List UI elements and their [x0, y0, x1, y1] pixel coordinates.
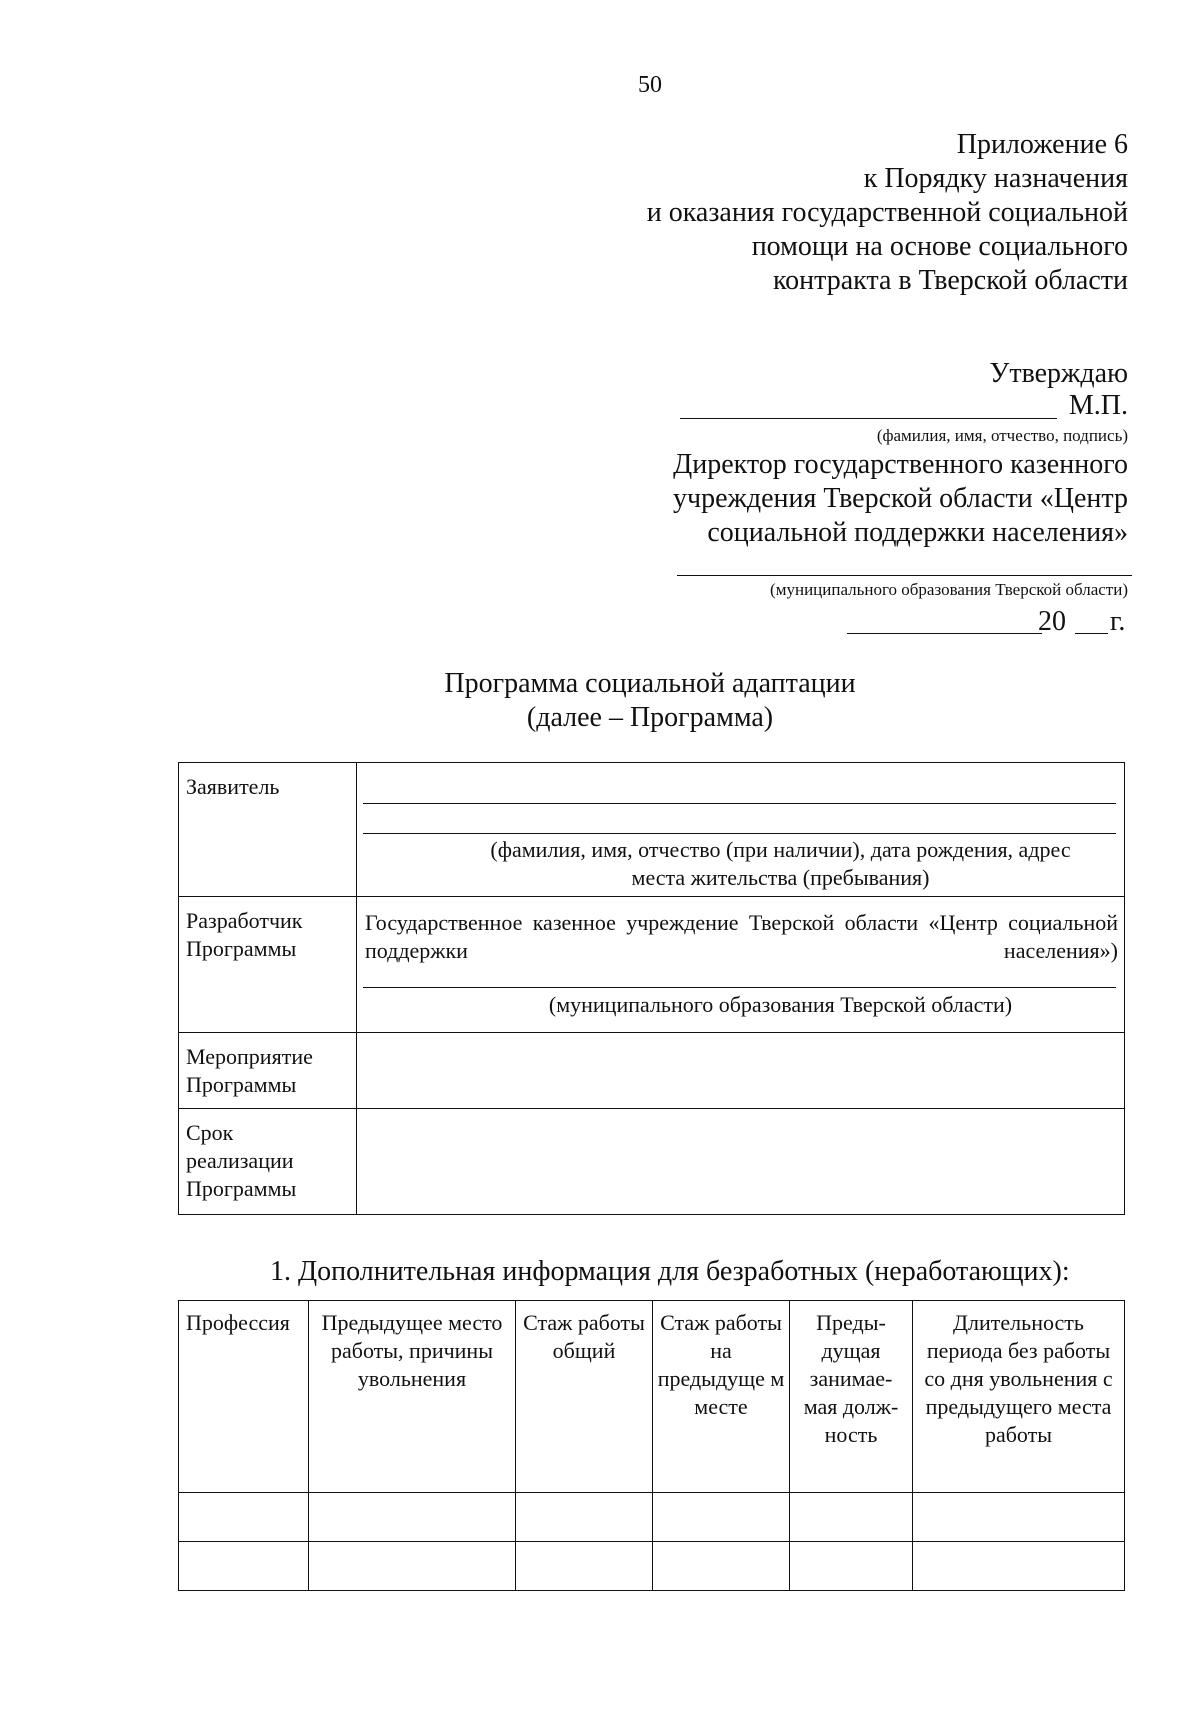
developer-text: Государственное казенное учреждение Тверской области «Центр социальной поддержки населения»)	[365, 910, 1118, 963]
column-header: Стаж работы на предыдуще м месте	[653, 1301, 790, 1493]
applicant-field	[357, 763, 1125, 897]
director-line: учреждения Тверской области «Центр	[673, 483, 1128, 514]
table-row	[179, 1493, 1125, 1542]
table-cell	[179, 1493, 309, 1542]
term-label	[179, 1109, 357, 1215]
applicant-caption: места жительства (пребывания)	[631, 865, 930, 890]
director-title	[673, 448, 1128, 550]
page-number: 50	[638, 72, 662, 98]
appendix-header	[647, 128, 1128, 298]
table-row	[179, 897, 1125, 1033]
date-suffix: г.	[1110, 606, 1126, 637]
table-cell	[913, 1542, 1125, 1591]
signature-line	[680, 418, 1057, 419]
signature-caption: (фамилия, имя, отчество, подпись)	[876, 426, 1128, 445]
column-header: Преды- дущая занимае- мая долж- ность	[790, 1301, 913, 1493]
applicant-caption: (фамилия, имя, отчество (при наличии), дата рождения, адрес	[490, 837, 1071, 862]
label-line: Мероприятие	[186, 1044, 313, 1069]
applicant-label: Заявитель	[179, 763, 357, 897]
table-cell	[913, 1493, 1125, 1542]
date-year-prefix: 20	[1038, 606, 1066, 637]
section-1-title: 1. Дополнительная информация для безработных (неработающих):	[270, 1256, 1070, 1287]
column-header: Профессия	[179, 1301, 309, 1493]
column-header: Предыдущее место работы, причины увольнения	[309, 1301, 516, 1493]
stamp-place: М.П.	[1068, 390, 1128, 421]
developer-caption: (муниципального образования Тверской области)	[548, 992, 1013, 1017]
appendix-line: к Порядку назначения	[863, 163, 1128, 194]
municipality-line	[677, 575, 1132, 576]
fill-line	[363, 987, 1116, 988]
column-header: Стаж работы общий	[516, 1301, 653, 1493]
table-cell	[309, 1493, 516, 1542]
appendix-line: помощи на основе социального	[751, 231, 1128, 262]
approval-title: Утверждаю	[989, 358, 1128, 389]
table-cell	[790, 1493, 913, 1542]
label-line: Разработчик	[186, 908, 303, 933]
program-subtitle: (далее – Программа)	[526, 702, 774, 733]
fill-line	[363, 833, 1116, 834]
table-cell	[790, 1542, 913, 1591]
table-row	[179, 1109, 1125, 1215]
unemployed-info-table	[178, 1300, 1125, 1591]
developer-field	[357, 897, 1125, 1033]
date-line	[847, 633, 1042, 634]
label-line: Программы	[186, 1176, 297, 1201]
appendix-line: Приложение 6	[956, 129, 1128, 160]
table-cell	[516, 1493, 653, 1542]
activity-label	[179, 1033, 357, 1109]
program-title: Программа социальной адаптации	[444, 668, 856, 699]
director-line: Директор государственного казенного	[673, 449, 1128, 480]
term-field	[357, 1109, 1125, 1215]
label-line: реализации	[186, 1148, 294, 1173]
table-row	[179, 1033, 1125, 1109]
year-blank-line	[1075, 633, 1108, 634]
program-info-table	[178, 762, 1125, 1215]
table-header-row	[179, 1301, 1125, 1493]
municipality-caption: (муниципального образования Тверской области)	[770, 580, 1128, 599]
appendix-line: контракта в Тверской области	[772, 265, 1128, 296]
fill-line	[363, 803, 1116, 804]
label-line: Программы	[186, 936, 297, 961]
table-cell	[309, 1542, 516, 1591]
column-header: Длительность периода без работы со дня увольнения с предыдущего места работы	[913, 1301, 1125, 1493]
table-cell	[653, 1493, 790, 1542]
table-row	[179, 763, 1125, 897]
developer-label	[179, 897, 357, 1033]
label-line: Срок	[186, 1120, 234, 1145]
table-cell	[653, 1542, 790, 1591]
appendix-line: и оказания государственной социальной	[646, 197, 1128, 228]
director-line: социальной поддержки населения»	[707, 517, 1128, 548]
activity-field	[357, 1033, 1125, 1109]
label-line: Программы	[186, 1072, 297, 1097]
table-cell	[179, 1542, 309, 1591]
table-row	[179, 1542, 1125, 1591]
table-cell	[516, 1542, 653, 1591]
